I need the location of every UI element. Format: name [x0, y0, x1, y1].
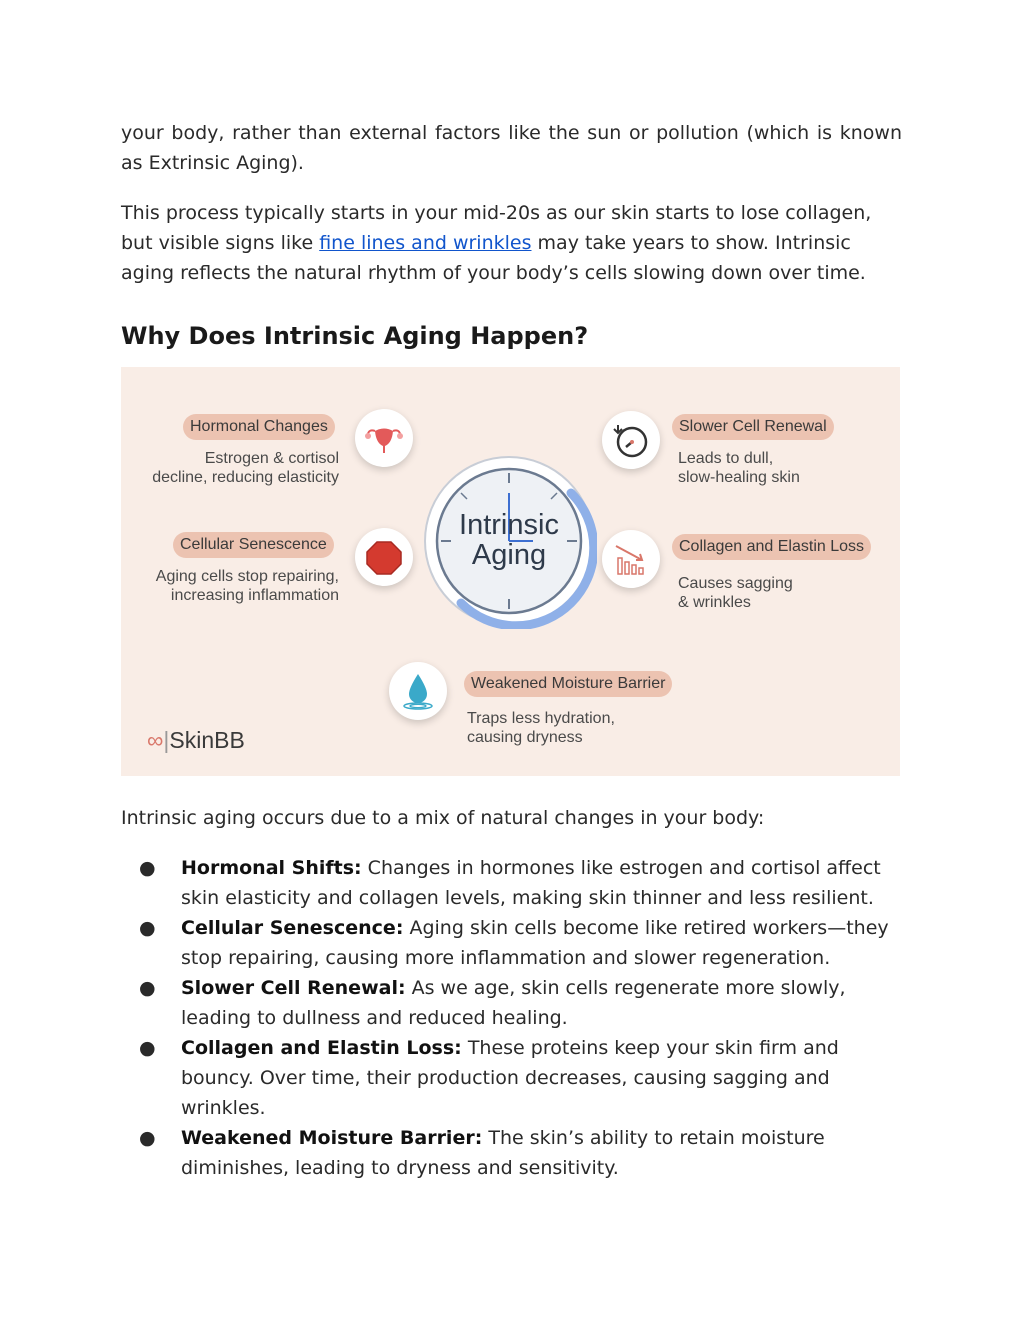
list-item: [121, 913, 902, 973]
cellular-senescence-title: Cellular Senescence: [173, 532, 334, 558]
center-title: [425, 510, 593, 570]
fine-lines-link[interactable]: fine lines and wrinkles: [319, 232, 532, 254]
paragraph-process-start: This process typically starts in your mid-20s as our skin starts to lose collagen, but visible signs like: [121, 202, 872, 254]
list-item-text: These proteins keep your skin firm and bouncy. Over time, their production decreases, causing sagging and wrinkles.: [181, 1037, 839, 1119]
skinbb-mark-icon: ∞: [147, 727, 164, 753]
bullet-icon: ●: [139, 917, 156, 939]
center-title-line2: Aging: [471, 539, 547, 571]
intrinsic-aging-infographic: [121, 367, 900, 776]
stopwatch-icon: [602, 411, 660, 469]
list-item-term: Collagen and Elastin Loss:: [181, 1037, 462, 1059]
list-item-text: Aging skin cells become like retired workers—they stop repairing, causing more inflammation and slower regeneration.: [181, 917, 889, 969]
slower-cell-renewal-desc: Leads to dull, slow-healing skin: [678, 450, 800, 486]
list-item-term: Cellular Senescence:: [181, 917, 404, 939]
hormonal-changes-title: Hormonal Changes: [183, 414, 335, 440]
collagen-elastin-loss-title: Collagen and Elastin Loss: [672, 534, 871, 560]
weakened-moisture-barrier-desc: Traps less hydration, causing dryness: [467, 710, 615, 746]
stop-sign-icon: [355, 528, 413, 586]
bullet-icon: ●: [139, 1127, 156, 1149]
uterus-icon: [355, 409, 413, 467]
cellular-senescence-desc: Aging cells stop repairing, increasing inflammation: [155, 568, 339, 604]
intro-paragraph: Intrinsic aging occurs due to a mix of natural changes in your body:: [121, 807, 765, 829]
weakened-moisture-barrier-title: Weakened Moisture Barrier: [464, 671, 672, 697]
list-item-text: As we age, skin cells regenerate more slowly, leading to dullness and reduced healing.: [181, 977, 846, 1029]
paragraph-process-end: may take years to show. Intrinsic aging reflects the natural rhythm of your body’s cells slowing down over time.: [121, 232, 866, 284]
list-item: [121, 1033, 902, 1123]
list-item: [121, 973, 902, 1033]
list-item: [121, 853, 902, 913]
list-item: [121, 1123, 902, 1183]
list-item-text: The skin’s ability to retain moisture diminishes, leading to dryness and sensitivity.: [181, 1127, 825, 1179]
collagen-elastin-loss-desc: Causes sagging & wrinkles: [678, 575, 793, 611]
bullet-icon: ●: [139, 1037, 156, 1059]
bullet-icon: ●: [139, 977, 156, 999]
slower-cell-renewal-title: Slower Cell Renewal: [672, 414, 834, 440]
bullet-icon: ●: [139, 857, 156, 879]
water-drop-icon: [389, 662, 447, 720]
list-item-term: Hormonal Shifts:: [181, 857, 362, 879]
skinbb-logo: ∞|SkinBB: [147, 727, 245, 753]
hormonal-changes-desc: Estrogen & cortisol decline, reducing elasticity: [152, 450, 339, 486]
declining-chart-icon: [602, 530, 660, 588]
paragraph-process: [121, 198, 902, 288]
list-item-text: Changes in hormones like estrogen and cortisol affect skin elasticity and collagen levels, making skin thinner and less resilient.: [181, 857, 881, 909]
list-item-term: Slower Cell Renewal:: [181, 977, 406, 999]
center-title-line1: Intrinsic: [459, 509, 559, 541]
skinbb-logo-text: SkinBB: [169, 727, 245, 753]
section-heading: Why Does Intrinsic Aging Happen?: [121, 322, 589, 350]
causes-list: [121, 853, 902, 1183]
paragraph-extrinsic: your body, rather than external factors like the sun or pollution (which is known as Extrinsic Aging).: [121, 122, 902, 174]
list-item-term: Weakened Moisture Barrier:: [181, 1127, 483, 1149]
